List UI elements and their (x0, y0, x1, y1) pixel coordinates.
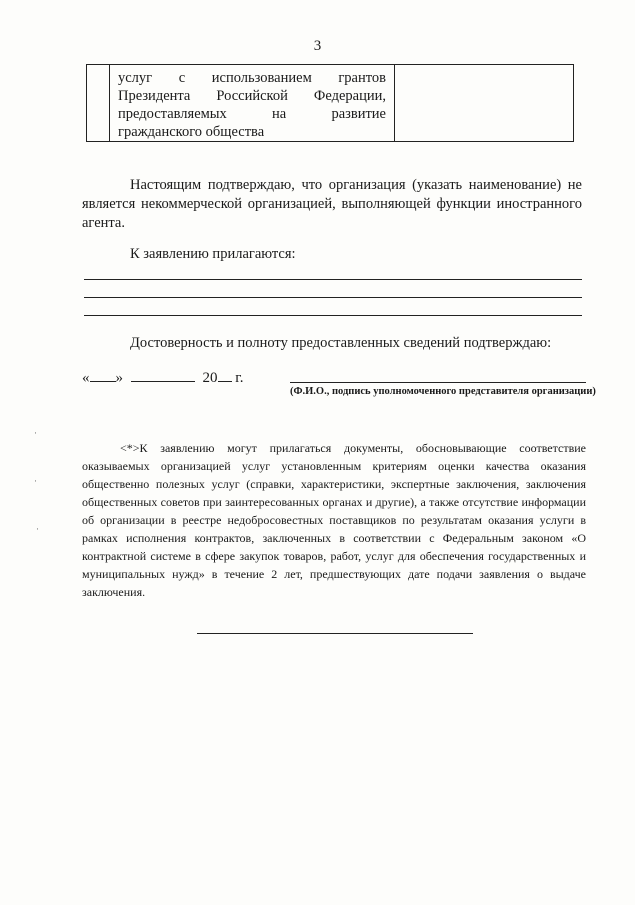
scan-speck: · (34, 476, 37, 486)
end-divider (197, 633, 473, 634)
table-cell-index (87, 65, 110, 142)
footnote: <*>К заявлению могут прилагаться документы, обосновывающие соответствие оказываемых организацией услуг установленным критериям оценки качества оказания общественно полезных услуг (справки, характеристики, экспертные заключения, заключения общественных советов при заинтересованных органах и другие), а также отсутствие информации об организации в реестре недобросовестных поставщиков по результатам оказания услуги в рамках исполнения контрактов, заключенных в соответствии с Федеральным законом «О контрактной системе в сфере закупок товаров, работ, услуг для обеспечения государственных и муниципальных нужд» в течение 2 лет, предшествующих дате подачи заявления о выдаче заключения. (82, 441, 586, 599)
page-number: 3 (313, 38, 322, 54)
confirmation-paragraph: Настоящим подтверждаю, что организация (указать наименование) не является некоммерческой организацией, выполняющей функции иностранного агента. (82, 177, 582, 231)
table-cell-value (395, 65, 574, 142)
attachment-line-1[interactable] (84, 279, 582, 280)
criteria-table (86, 64, 574, 142)
attachment-line-2[interactable] (84, 297, 582, 298)
table-row (87, 65, 574, 142)
month-blank[interactable] (131, 369, 195, 382)
year-suffix: г. (235, 370, 244, 386)
signature-line[interactable] (290, 382, 586, 383)
table-cell-text: услуг с использованием грантов Президента Российской Федерации, предоставляемых на развитие гражданского общества (110, 65, 395, 142)
year-blank[interactable] (218, 369, 232, 382)
year-prefix: 20 (202, 370, 218, 386)
date-close-quote: » (115, 370, 123, 386)
attachment-line-3[interactable] (84, 315, 582, 316)
day-blank[interactable] (90, 369, 116, 382)
signature-caption: (Ф.И.О., подпись уполномоченного представителя организации) (290, 386, 596, 397)
date-open-quote: « (82, 370, 90, 386)
date-field (82, 369, 243, 387)
scan-speck: · (36, 524, 39, 534)
accuracy-paragraph: Достоверность и полноту предоставленных сведений подтверждаю: (130, 335, 552, 351)
attachments-heading: К заявлению прилагаются: (130, 246, 296, 262)
scan-speck: · (34, 428, 37, 438)
